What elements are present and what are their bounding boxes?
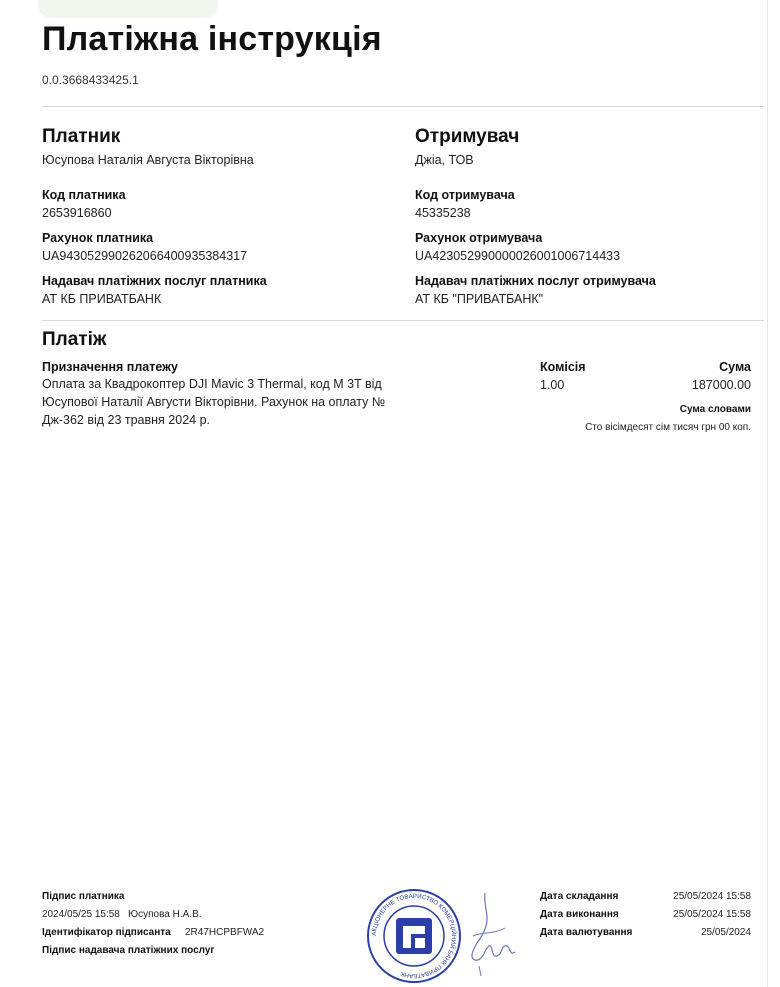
executed-label: Дата виконання	[540, 909, 619, 920]
payer-code: 2653916860	[42, 206, 112, 220]
payment-heading: Платіж	[42, 329, 107, 350]
top-bar-decoration	[38, 0, 218, 18]
handwritten-signature	[455, 888, 525, 978]
created-label: Дата складання	[540, 891, 619, 902]
document-id: 0.0.3668433425.1	[42, 73, 139, 87]
created-value: 25/05/2024 15:58	[673, 891, 751, 902]
purpose-label: Призначення платежу	[42, 360, 178, 374]
purpose-text: Оплата за Квадрокоптер DJI Mavic 3 Thermal, код M 3T від Юсупової Наталії Августи Вікторівни. Рахунок на оплату № Дж-362 від 23 травня 2024 р.	[42, 377, 386, 427]
privatbank-logo-icon	[396, 918, 432, 954]
payer-code-label: Код платника	[42, 188, 126, 202]
commission-value: 1.00	[540, 378, 565, 392]
payer-signature-datetime: 2024/05/25 15:58	[42, 909, 120, 920]
amount-words-label: Сума словами	[679, 404, 751, 415]
payer-heading: Платник	[42, 126, 121, 147]
amount-words: Сто вісімдесят сім тисяч грн 00 коп.	[585, 422, 751, 433]
recipient-provider-label: Надавач платіжних послуг отримувача	[415, 274, 656, 288]
value-date-label: Дата валютування	[540, 927, 633, 938]
recipient-provider: АТ КБ "ПРИВАТБАНК"	[415, 292, 544, 306]
executed-value: 25/05/2024 15:58	[673, 909, 751, 920]
signer-id: 2R47HCPBFWA2	[185, 927, 265, 938]
divider	[42, 106, 764, 107]
recipient-name: Джіа, ТОВ	[415, 153, 474, 167]
recipient-heading: Отримувач	[415, 126, 520, 147]
recipient-account: UA423052990000026001006714433	[415, 249, 621, 263]
amount-label: Сума	[719, 360, 751, 374]
commission-label: Комісія	[540, 360, 586, 374]
page-title: Платіжна інструкція	[42, 20, 382, 58]
provider-signature-label: Підпис надавача платіжних послуг	[42, 945, 215, 956]
payer-name: Юсупова Наталія Августа Вікторівна	[42, 153, 254, 167]
payer-signature-label: Підпис платника	[42, 891, 125, 902]
recipient-account-label: Рахунок отримувача	[415, 231, 543, 245]
value-date: 25/05/2024	[700, 927, 751, 938]
divider	[42, 320, 764, 321]
stamp-ring-text: АКЦІОНЕРНЕ ТОВАРИСТВО КОМЕРЦІЙНИЙ БАНК ПРИВАТБАНК	[370, 892, 458, 980]
payer-account-label: Рахунок платника	[42, 231, 154, 245]
payer-provider-label: Надавач платіжних послуг платника	[42, 274, 267, 288]
bank-stamp	[366, 888, 462, 984]
payer-signature-name: Юсупова Н.А.В.	[128, 909, 202, 920]
payer-provider: АТ КБ ПРИВАТБАНК	[42, 292, 162, 306]
signer-id-label: Ідентифікатор підписанта	[42, 927, 171, 938]
amount-value: 187000.00	[691, 378, 751, 392]
recipient-code-label: Код отримувача	[415, 188, 515, 202]
recipient-code: 45335238	[415, 206, 471, 220]
payer-account: UA943052990262066400935384317	[42, 249, 248, 263]
